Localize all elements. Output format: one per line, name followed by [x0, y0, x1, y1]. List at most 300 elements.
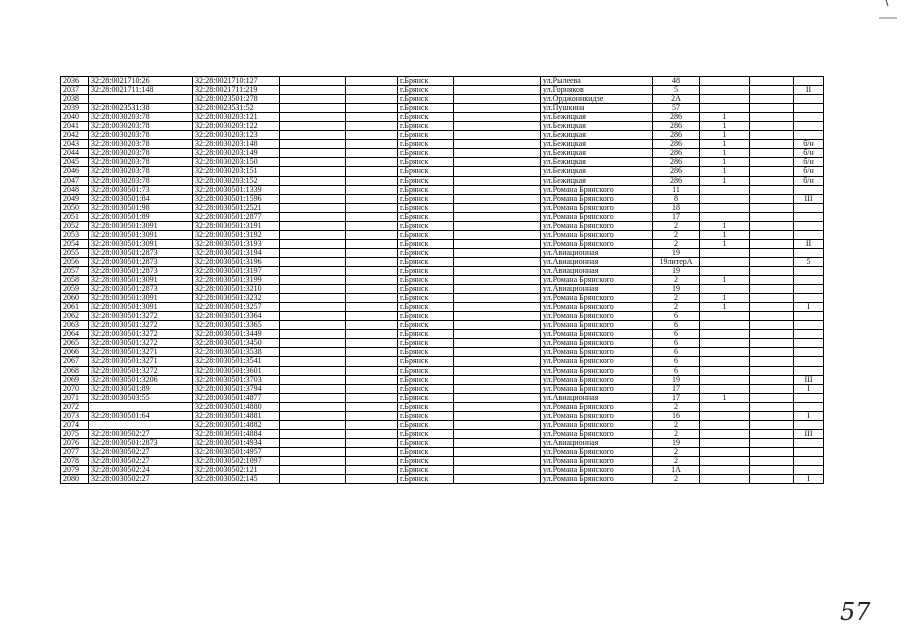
- empty-col-b-cell: [346, 429, 398, 438]
- table-row: [61, 167, 824, 176]
- table-row: [61, 447, 824, 456]
- house-number-cell: 286: [653, 158, 700, 167]
- cadastral-number-cell: 32:28:0030501:3601: [193, 366, 280, 375]
- cadastral-number-cell: 32:28:0023531:52: [193, 104, 280, 113]
- house-number-cell: 8: [653, 194, 700, 203]
- cadastral-number-parent-cell: 32:28:0030501:2873: [89, 248, 193, 257]
- empty-col-c-cell: [454, 312, 541, 321]
- empty-col-b-cell: [346, 276, 398, 285]
- house-number-cell: 19: [653, 285, 700, 294]
- empty-col-d-cell: [750, 203, 794, 212]
- empty-col-d-cell: [750, 212, 794, 221]
- street-cell: ул.Романа Брянского: [541, 420, 653, 429]
- house-number-cell: 57: [653, 104, 700, 113]
- empty-col-c-cell: [454, 140, 541, 149]
- street-cell: ул.Романа Брянского: [541, 276, 653, 285]
- empty-col-b-cell: [346, 384, 398, 393]
- empty-col-d-cell: [750, 239, 794, 248]
- cadastral-number-cell: 32:28:0030501:3257: [193, 303, 280, 312]
- empty-col-d-cell: [750, 384, 794, 393]
- empty-col-a-cell: [280, 104, 346, 113]
- table-row: [61, 303, 824, 312]
- street-cell: ул.Бежицкая: [541, 113, 653, 122]
- building-part-cell: [700, 212, 750, 221]
- house-number-cell: 6: [653, 339, 700, 348]
- empty-col-a-cell: [280, 257, 346, 266]
- cadastral-number-cell: 32:28:0030501:3199: [193, 276, 280, 285]
- house-number-cell: 6: [653, 312, 700, 321]
- house-number-cell: 16: [653, 411, 700, 420]
- empty-col-b-cell: [346, 158, 398, 167]
- house-number-cell: 286: [653, 131, 700, 140]
- house-number-cell: 19литерА: [653, 257, 700, 266]
- street-cell: ул.Романа Брянского: [541, 402, 653, 411]
- empty-col-d-cell: [750, 194, 794, 203]
- street-cell: ул.Бежицкая: [541, 149, 653, 158]
- empty-col-b-cell: [346, 366, 398, 375]
- cadastral-number-cell: 32:28:0030501:1596: [193, 194, 280, 203]
- building-part-cell: [700, 375, 750, 384]
- house-number-cell: 286: [653, 113, 700, 122]
- row-number-cell: 2037: [61, 86, 89, 95]
- cadastral-number-cell: 32:28:0030501:2877: [193, 212, 280, 221]
- cadastral-number-cell: 32:28:0030501:3197: [193, 266, 280, 275]
- empty-col-d-cell: [750, 95, 794, 104]
- row-number-cell: 2070: [61, 384, 89, 393]
- table-row: [61, 357, 824, 366]
- empty-col-b-cell: [346, 348, 398, 357]
- house-number-cell: 6: [653, 357, 700, 366]
- house-number-cell: 286: [653, 140, 700, 149]
- row-number-cell: 2071: [61, 393, 89, 402]
- cadastral-number-parent-cell: 32:28:0030501:3272: [89, 366, 193, 375]
- note-cell: б/н: [794, 167, 824, 176]
- row-number-cell: 2046: [61, 167, 89, 176]
- cadastral-number-cell: 32:28:0030501:3194: [193, 248, 280, 257]
- empty-col-a-cell: [280, 158, 346, 167]
- table-row: [61, 266, 824, 275]
- city-cell: г.Брянск: [398, 375, 454, 384]
- city-cell: г.Брянск: [398, 86, 454, 95]
- note-cell: [794, 266, 824, 275]
- cadastral-number-parent-cell: 32:28:0030502:27: [89, 475, 193, 484]
- cadastral-number-cell: 32:28:0030501:3210: [193, 285, 280, 294]
- row-number-cell: 2065: [61, 339, 89, 348]
- empty-col-a-cell: [280, 438, 346, 447]
- empty-col-d-cell: [750, 456, 794, 465]
- empty-col-d-cell: [750, 221, 794, 230]
- table-row: [61, 77, 824, 86]
- street-cell: ул.Авиационная: [541, 248, 653, 257]
- empty-col-b-cell: [346, 230, 398, 239]
- note-cell: [794, 285, 824, 294]
- cadastral-number-parent-cell: 32:28:0030501:3091: [89, 276, 193, 285]
- empty-col-d-cell: [750, 411, 794, 420]
- empty-col-a-cell: [280, 239, 346, 248]
- row-number-cell: 2077: [61, 447, 89, 456]
- street-cell: ул.Бежицкая: [541, 140, 653, 149]
- empty-col-b-cell: [346, 203, 398, 212]
- empty-col-b-cell: [346, 393, 398, 402]
- cadastral-number-parent-cell: 32:28:0030502:27: [89, 429, 193, 438]
- cadastral-number-cell: 32:28:0023501:278: [193, 95, 280, 104]
- cadastral-number-cell: 32:28:0030501:3364: [193, 312, 280, 321]
- empty-col-c-cell: [454, 230, 541, 239]
- empty-col-b-cell: [346, 194, 398, 203]
- building-part-cell: [700, 95, 750, 104]
- empty-col-d-cell: [750, 230, 794, 239]
- city-cell: г.Брянск: [398, 348, 454, 357]
- street-cell: ул.Бежицкая: [541, 167, 653, 176]
- table-row: [61, 285, 824, 294]
- empty-col-a-cell: [280, 203, 346, 212]
- note-cell: [794, 122, 824, 131]
- house-number-cell: 2: [653, 276, 700, 285]
- city-cell: г.Брянск: [398, 185, 454, 194]
- table-row: [61, 104, 824, 113]
- city-cell: г.Брянск: [398, 466, 454, 475]
- note-cell: [794, 248, 824, 257]
- building-part-cell: [700, 248, 750, 257]
- street-cell: ул.Авиационная: [541, 266, 653, 275]
- table-row: [61, 321, 824, 330]
- empty-col-d-cell: [750, 447, 794, 456]
- city-cell: г.Брянск: [398, 176, 454, 185]
- building-part-cell: [700, 348, 750, 357]
- table-row: [61, 122, 824, 131]
- empty-col-c-cell: [454, 239, 541, 248]
- note-cell: [794, 230, 824, 239]
- house-number-cell: 2: [653, 420, 700, 429]
- table-row: [61, 375, 824, 384]
- table-row: [61, 420, 824, 429]
- street-cell: ул.Романа Брянского: [541, 384, 653, 393]
- empty-col-b-cell: [346, 447, 398, 456]
- row-number-cell: 2068: [61, 366, 89, 375]
- row-number-cell: 2042: [61, 131, 89, 140]
- row-number-cell: 2057: [61, 266, 89, 275]
- building-part-cell: [700, 411, 750, 420]
- empty-col-c-cell: [454, 167, 541, 176]
- cadastral-number-parent-cell: 32:28:0030203:78: [89, 131, 193, 140]
- cadastral-number-cell: 32:28:0030501:3794: [193, 384, 280, 393]
- note-cell: [794, 77, 824, 86]
- empty-col-d-cell: [750, 104, 794, 113]
- empty-col-b-cell: [346, 221, 398, 230]
- city-cell: г.Брянск: [398, 393, 454, 402]
- cadastral-number-parent-cell: 32:28:0030501:3206: [89, 375, 193, 384]
- building-part-cell: [700, 366, 750, 375]
- building-part-cell: [700, 104, 750, 113]
- street-cell: ул.Романа Брянского: [541, 375, 653, 384]
- cadastral-number-parent-cell: 32:28:0030501:89: [89, 212, 193, 221]
- city-cell: г.Брянск: [398, 321, 454, 330]
- cadastral-number-cell: 32:28:0030203:148: [193, 140, 280, 149]
- empty-col-b-cell: [346, 239, 398, 248]
- row-number-cell: 2049: [61, 194, 89, 203]
- street-cell: ул.Романа Брянского: [541, 321, 653, 330]
- note-cell: [794, 420, 824, 429]
- empty-col-d-cell: [750, 321, 794, 330]
- table-row: [61, 339, 824, 348]
- empty-col-a-cell: [280, 212, 346, 221]
- note-cell: I: [794, 303, 824, 312]
- empty-col-d-cell: [750, 402, 794, 411]
- row-number-cell: 2060: [61, 294, 89, 303]
- empty-col-b-cell: [346, 357, 398, 366]
- note-cell: II: [794, 239, 824, 248]
- city-cell: г.Брянск: [398, 203, 454, 212]
- street-cell: ул.Романа Брянского: [541, 230, 653, 239]
- note-cell: б/н: [794, 176, 824, 185]
- house-number-cell: 286: [653, 122, 700, 131]
- empty-col-d-cell: [750, 167, 794, 176]
- city-cell: г.Брянск: [398, 221, 454, 230]
- house-number-cell: 2: [653, 294, 700, 303]
- note-cell: [794, 113, 824, 122]
- table-row: [61, 429, 824, 438]
- empty-col-c-cell: [454, 321, 541, 330]
- note-cell: [794, 104, 824, 113]
- table-row: [61, 294, 824, 303]
- empty-col-b-cell: [346, 149, 398, 158]
- note-cell: 5: [794, 257, 824, 266]
- city-cell: г.Брянск: [398, 330, 454, 339]
- house-number-cell: 2: [653, 429, 700, 438]
- cadastral-number-cell: 32:28:0030203:151: [193, 167, 280, 176]
- city-cell: г.Брянск: [398, 312, 454, 321]
- empty-col-d-cell: [750, 113, 794, 122]
- empty-col-c-cell: [454, 384, 541, 393]
- note-cell: [794, 357, 824, 366]
- street-cell: ул.Бежицкая: [541, 131, 653, 140]
- empty-col-a-cell: [280, 420, 346, 429]
- row-number-cell: 2080: [61, 475, 89, 484]
- street-cell: ул.Романа Брянского: [541, 357, 653, 366]
- empty-col-c-cell: [454, 420, 541, 429]
- empty-col-c-cell: [454, 447, 541, 456]
- street-cell: ул.Рылеева: [541, 77, 653, 86]
- table-row: [61, 221, 824, 230]
- cadastral-number-parent-cell: 32:28:0030501:2873: [89, 438, 193, 447]
- empty-col-b-cell: [346, 95, 398, 104]
- note-cell: [794, 339, 824, 348]
- city-cell: г.Брянск: [398, 266, 454, 275]
- city-cell: г.Брянск: [398, 475, 454, 484]
- cadastral-number-parent-cell: 32:28:0030502:24: [89, 466, 193, 475]
- street-cell: ул.Бежицкая: [541, 176, 653, 185]
- empty-col-b-cell: [346, 285, 398, 294]
- empty-col-b-cell: [346, 266, 398, 275]
- note-cell: II: [794, 86, 824, 95]
- empty-col-c-cell: [454, 257, 541, 266]
- house-number-cell: 2: [653, 303, 700, 312]
- empty-col-c-cell: [454, 185, 541, 194]
- empty-col-d-cell: [750, 466, 794, 475]
- row-number-cell: 2059: [61, 285, 89, 294]
- building-part-cell: [700, 257, 750, 266]
- empty-col-b-cell: [346, 248, 398, 257]
- empty-col-c-cell: [454, 357, 541, 366]
- row-number-cell: 2047: [61, 176, 89, 185]
- city-cell: г.Брянск: [398, 447, 454, 456]
- empty-col-b-cell: [346, 122, 398, 131]
- row-number-cell: 2036: [61, 77, 89, 86]
- cadastral-number-parent-cell: 32:28:0030501:2873: [89, 257, 193, 266]
- row-number-cell: 2052: [61, 221, 89, 230]
- empty-col-b-cell: [346, 312, 398, 321]
- table-row: [61, 149, 824, 158]
- empty-col-a-cell: [280, 149, 346, 158]
- building-part-cell: [700, 312, 750, 321]
- cadastral-number-parent-cell: 32:28:0030501:98: [89, 203, 193, 212]
- row-number-cell: 2053: [61, 230, 89, 239]
- city-cell: г.Брянск: [398, 456, 454, 465]
- city-cell: г.Брянск: [398, 420, 454, 429]
- empty-col-a-cell: [280, 348, 346, 357]
- city-cell: г.Брянск: [398, 194, 454, 203]
- empty-col-d-cell: [750, 375, 794, 384]
- building-part-cell: [700, 438, 750, 447]
- empty-col-a-cell: [280, 266, 346, 275]
- empty-col-b-cell: [346, 212, 398, 221]
- street-cell: ул.Авиационная: [541, 257, 653, 266]
- cadastral-number-parent-cell: 32:28:0030203:78: [89, 140, 193, 149]
- table-row: [61, 411, 824, 420]
- building-part-cell: [700, 447, 750, 456]
- row-number-cell: 2073: [61, 411, 89, 420]
- row-number-cell: 2067: [61, 357, 89, 366]
- empty-col-c-cell: [454, 393, 541, 402]
- street-cell: ул.Романа Брянского: [541, 294, 653, 303]
- cadastral-number-parent-cell: 32:28:0030203:78: [89, 167, 193, 176]
- house-number-cell: 17: [653, 384, 700, 393]
- empty-col-c-cell: [454, 466, 541, 475]
- empty-col-c-cell: [454, 158, 541, 167]
- table-row: [61, 475, 824, 484]
- street-cell: ул.Романа Брянского: [541, 456, 653, 465]
- cadastral-number-cell: 32:28:0030203:122: [193, 122, 280, 131]
- street-cell: ул.Романа Брянского: [541, 203, 653, 212]
- empty-col-d-cell: [750, 77, 794, 86]
- building-part-cell: [700, 339, 750, 348]
- empty-col-c-cell: [454, 285, 541, 294]
- street-cell: ул.Горняков: [541, 86, 653, 95]
- empty-col-b-cell: [346, 131, 398, 140]
- row-number-cell: 2051: [61, 212, 89, 221]
- table-row: [61, 212, 824, 221]
- row-number-cell: 2043: [61, 140, 89, 149]
- row-number-cell: 2072: [61, 402, 89, 411]
- empty-col-d-cell: [750, 158, 794, 167]
- empty-col-c-cell: [454, 438, 541, 447]
- empty-col-b-cell: [346, 402, 398, 411]
- building-part-cell: 1: [700, 176, 750, 185]
- cadastral-number-cell: 32:28:0030203:121: [193, 113, 280, 122]
- empty-col-d-cell: [750, 149, 794, 158]
- row-number-cell: 2063: [61, 321, 89, 330]
- city-cell: г.Брянск: [398, 140, 454, 149]
- empty-col-c-cell: [454, 402, 541, 411]
- empty-col-a-cell: [280, 303, 346, 312]
- registry-table-sheet: [60, 76, 824, 484]
- row-number-cell: 2050: [61, 203, 89, 212]
- empty-col-b-cell: [346, 375, 398, 384]
- empty-col-c-cell: [454, 456, 541, 465]
- empty-col-c-cell: [454, 411, 541, 420]
- empty-col-d-cell: [750, 366, 794, 375]
- street-cell: ул.Романа Брянского: [541, 239, 653, 248]
- house-number-cell: 19: [653, 248, 700, 257]
- empty-col-a-cell: [280, 393, 346, 402]
- empty-col-b-cell: [346, 176, 398, 185]
- empty-col-a-cell: [280, 276, 346, 285]
- cadastral-number-parent-cell: 32:28:0030501:3271: [89, 348, 193, 357]
- row-number-cell: 2040: [61, 113, 89, 122]
- empty-col-b-cell: [346, 420, 398, 429]
- empty-col-a-cell: [280, 402, 346, 411]
- empty-col-d-cell: [750, 285, 794, 294]
- table-row: [61, 230, 824, 239]
- empty-col-c-cell: [454, 366, 541, 375]
- empty-col-d-cell: [750, 276, 794, 285]
- empty-col-a-cell: [280, 113, 346, 122]
- empty-col-b-cell: [346, 167, 398, 176]
- empty-col-a-cell: [280, 330, 346, 339]
- empty-col-a-cell: [280, 312, 346, 321]
- house-number-cell: 2: [653, 456, 700, 465]
- note-cell: [794, 312, 824, 321]
- row-number-cell: 2078: [61, 456, 89, 465]
- house-number-cell: 6: [653, 366, 700, 375]
- empty-col-c-cell: [454, 330, 541, 339]
- empty-col-a-cell: [280, 366, 346, 375]
- street-cell: ул.Романа Брянского: [541, 194, 653, 203]
- cadastral-number-cell: 32:28:0021710:127: [193, 77, 280, 86]
- street-cell: ул.Романа Брянского: [541, 475, 653, 484]
- street-cell: ул.Романа Брянского: [541, 330, 653, 339]
- empty-col-c-cell: [454, 131, 541, 140]
- building-part-cell: [700, 357, 750, 366]
- house-number-cell: 19: [653, 375, 700, 384]
- street-cell: ул.Авиационная: [541, 393, 653, 402]
- city-cell: г.Брянск: [398, 104, 454, 113]
- empty-col-c-cell: [454, 475, 541, 484]
- note-cell: [794, 95, 824, 104]
- empty-col-c-cell: [454, 221, 541, 230]
- row-number-cell: 2054: [61, 239, 89, 248]
- empty-col-b-cell: [346, 86, 398, 95]
- building-part-cell: [700, 330, 750, 339]
- city-cell: г.Брянск: [398, 257, 454, 266]
- table-row: [61, 257, 824, 266]
- empty-col-d-cell: [750, 429, 794, 438]
- house-number-cell: 48: [653, 77, 700, 86]
- row-number-cell: 2045: [61, 158, 89, 167]
- cadastral-number-parent-cell: 32:28:0021710:26: [89, 77, 193, 86]
- cadastral-number-cell: 32:28:0030203:150: [193, 158, 280, 167]
- city-cell: г.Брянск: [398, 230, 454, 239]
- empty-col-b-cell: [346, 475, 398, 484]
- cadastral-number-parent-cell: 32:28:0030501:64: [89, 411, 193, 420]
- cadastral-number-parent-cell: 32:28:0030501:3091: [89, 303, 193, 312]
- street-cell: ул.Авиационная: [541, 285, 653, 294]
- street-cell: ул.Пушкина: [541, 104, 653, 113]
- empty-col-a-cell: [280, 77, 346, 86]
- empty-col-a-cell: [280, 357, 346, 366]
- cadastral-number-parent-cell: 32:28:0030203:78: [89, 113, 193, 122]
- city-cell: г.Брянск: [398, 131, 454, 140]
